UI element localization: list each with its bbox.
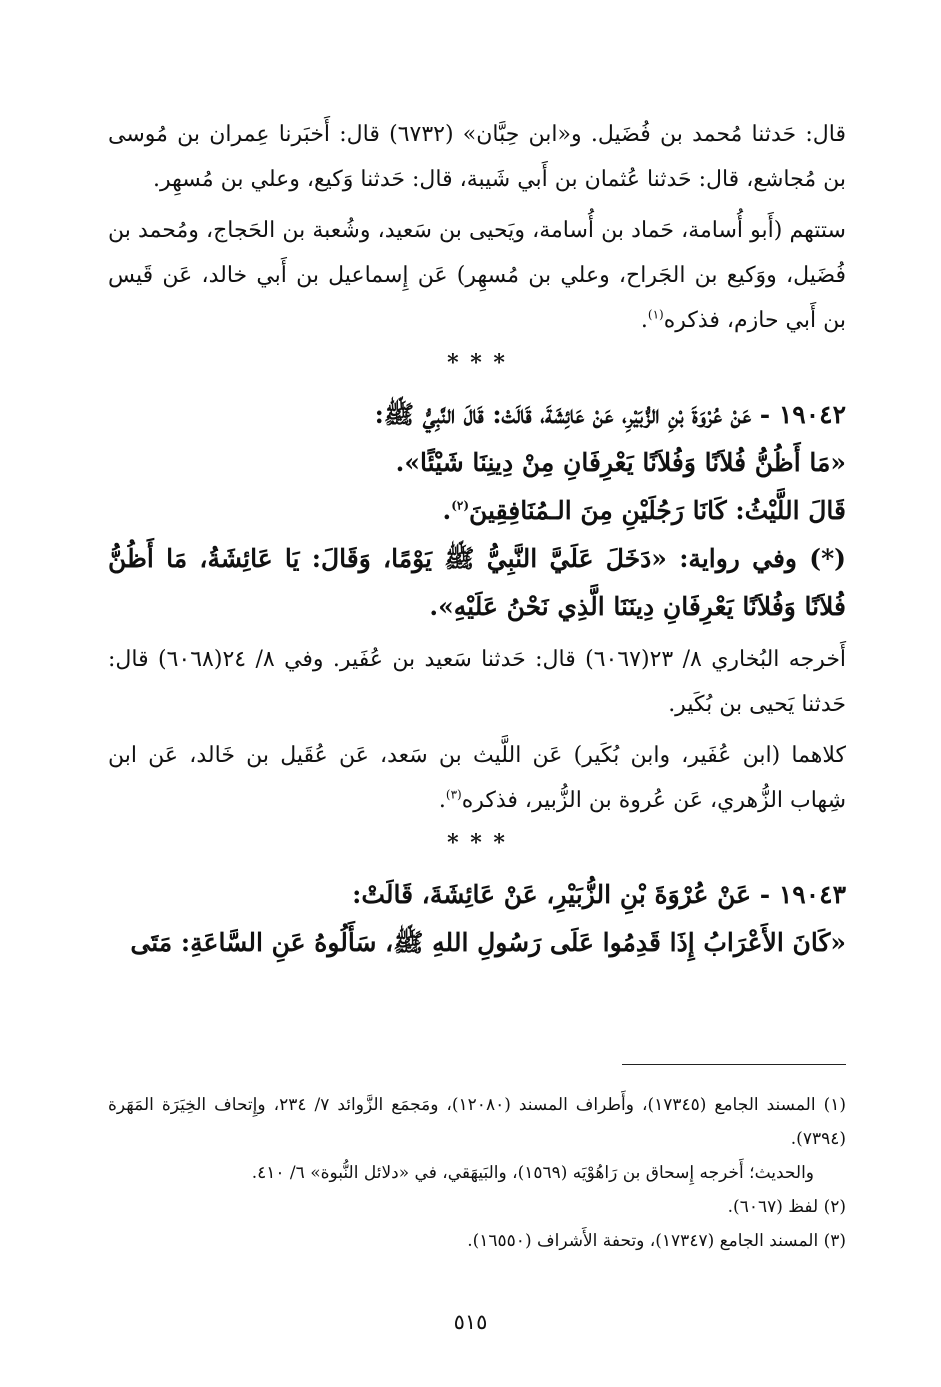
hadith-19042-matn: «مَا أَظُنُّ فُلاَنًا وَفُلاَنًا يَعْرِفَانِ مِنْ دِينِنَا شَيْئًا».: [395, 448, 846, 477]
hadith-19042-riwaya: [108, 535, 846, 631]
main-text: [108, 112, 846, 967]
hadith-19042-layth: [108, 487, 846, 535]
footnote-3: (٣) المسند الجامع (١٧٣٤٧)، وتحفة الأَشراف (١٦٥٥٠).: [467, 1231, 846, 1251]
layth-text: قَالَ اللَّيْثُ: كَانَا رَجُلَيْنِ مِنَ الـمُنَافِقِينَ: [469, 496, 846, 525]
hadith-number-19043: ١٩٠٤٣: [778, 880, 846, 909]
takhrij-paragraph-1: أَخرجه البُخاري ٨/ ٢٣(٦٠٦٧) قال: حَدثنا سَعيد بن عُفَير. وفي ٨/ ٢٤(٦٠٦٨) قال: حَدثنا يَحيى بن بُكَير.: [108, 647, 847, 717]
hadith-19042-opening: - عَنْ عُرْوَةَ بْنِ الزُّبَيْرِ، عَنْ عَائِشَةَ، قَالَتْ: قَالَ النَّبِيُّ ﷺ:: [374, 400, 771, 429]
takhrij-paragraph-2: [108, 733, 846, 823]
paragraph-isnad-2: [108, 208, 846, 343]
isnad-2-end: .: [640, 308, 648, 333]
footnote-1: (١) المسند الجامع (١٧٣٤٥)، وأَطراف المسند (١٢٠٨٠)، ومَجمَع الزَّوائد ٧/ ٢٣٤، وإِتحاف الخِيَرَة المَهَرة (٧٣٩٤).: [108, 1095, 846, 1149]
takhrij-2-text: كلاهما (ابن عُفَير، وابن بُكَير) عَن اللَّيث بن سَعد، عَن عُقَيل بن خَالد، عَن ابن شِهاب الزُّهري، عَن عُروة بن الزُّبير، فذكره: [108, 743, 846, 813]
footnote-ref-3[interactable]: (٣): [445, 787, 462, 802]
footnote-2: (٢) لفظ (٦٠٦٧).: [727, 1197, 846, 1217]
footnote-1-continued: والحديث؛ أَخرجه إِسحاق بن رَاهُوْيَه (١٥٦٩)، والبَيهَقي، في «دلائل النُّبوة» ٦/ ٤١٠.: [251, 1163, 814, 1183]
footnotes: [108, 1088, 846, 1258]
hadith-19043-matn: «كَانَ الأَعْرَابُ إِذَا قَدِمُوا عَلَى رَسُولِ اللهِ ﷺ، سَأَلُوهُ عَنِ السَّاعَةِ: مَتَى: [130, 928, 846, 957]
hadith-19042-heading: [108, 391, 846, 439]
hadith-19043-heading: [108, 871, 846, 919]
paragraph-isnad-1: قال: حَدثنا مُحمد بن فُضَيل. و«ابن حِبَّان» (٦٧٣٢) قال: أَخبَرنا عِمران بن مُوسى بن مُجاشع، قال: حَدثنا عُثمان بن أَبي شَيبة، قال: حَدثنا وَكيع، وعلي بن مُسهِر.: [108, 122, 846, 192]
page-number: ٥١٥: [453, 1310, 488, 1334]
section-separator-2: * * *: [447, 830, 507, 856]
riwaya-text: «دَخَلَ عَلَيَّ النَّبِيُّ ﷺ يَوْمًا، وَقَالَ: يَا عَائِشَةُ، مَا أَظُنُّ فُلاَنًا وَفُلاَنًا يَعْرِفَانِ دِينَنَا الَّذِي نَحْنُ عَلَيْهِ».: [108, 544, 846, 621]
footnote-ref-1[interactable]: (١): [647, 307, 664, 322]
footnote-ref-2[interactable]: (٢): [451, 498, 470, 513]
footnote-divider: [622, 1064, 846, 1065]
takhrij-2-end: .: [438, 788, 446, 813]
hadith-number-19042: ١٩٠٤٢: [778, 400, 846, 429]
riwaya-lead: (*) وفي رواية:: [679, 544, 846, 573]
section-separator-1: * * *: [447, 350, 507, 376]
hadith-19043-opening: - عَنْ عُرْوَةَ بْنِ الزُّبَيْرِ، عَنْ عَائِشَةَ، قَالَتْ:: [352, 880, 771, 909]
layth-end: .: [442, 496, 452, 525]
isnad-2-text: ستتهم (أَبو أُسامة، حَماد بن أُسامة، ويَحيى بن سَعيد، وشُعبة بن الحَجاج، ومُحمد بن فُضَيل، ووَكيع بن الجَراح، وعلي بن مُسهِر) عَن إِسماعيل بن أَبي خالد، عَن قَيس بن أَبي حازم، فذكره: [108, 218, 846, 333]
